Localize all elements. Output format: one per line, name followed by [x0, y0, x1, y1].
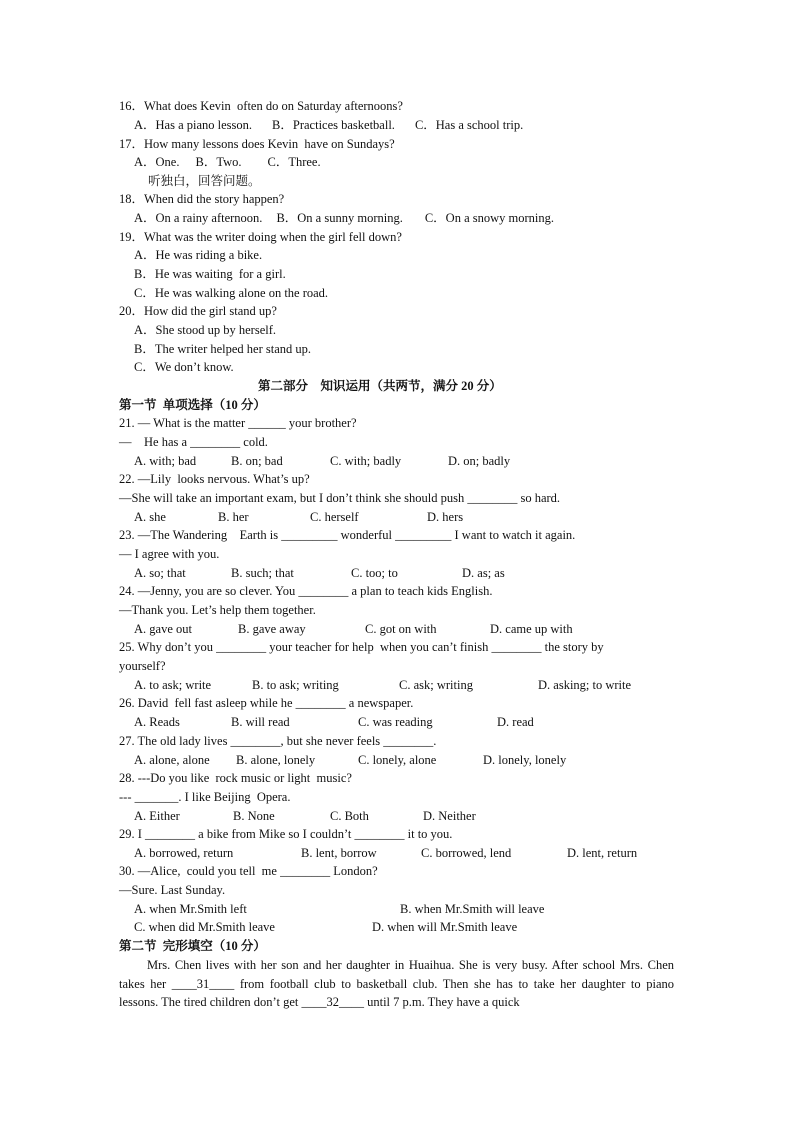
question-18: 18．When did the story happen? [119, 192, 285, 206]
q29-option-b: B. lent, borrow [301, 846, 377, 860]
q18-option-a: A．On a rainy afternoon. [134, 211, 263, 225]
q30-option-c: C. when did Mr.Smith leave [134, 920, 275, 934]
question-28: 28. ---Do you like rock music or light music? [119, 771, 352, 785]
q27-option-a: A. alone, alone [134, 753, 210, 767]
question-22: 22. —Lily looks nervous. What’s up? [119, 472, 310, 486]
question-21: 21. — What is the matter ______ your brother? [119, 416, 357, 430]
q22-option-b: B. her [218, 510, 249, 524]
q17-option-c: C．Three. [267, 155, 321, 169]
question-25: 25. Why don’t you ________ your teacher for help when you can’t finish ________ the story by [119, 640, 604, 654]
q21-option-d: D. on; badly [448, 454, 511, 468]
q19-option-b: B．He was waiting for a girl. [134, 267, 286, 281]
q18-option-b: B．On a sunny morning. [276, 211, 403, 225]
cloze-paragraph: Mrs. Chen lives with her son and her daughter in Huaihua. She is very busy. After school Mrs. Chen takes her ____31____ from football club to basketball club. Then she has to take her daughter to piano lessons. The tired children don’t get ____32____ until 7 p.m. They have a quick [119, 958, 674, 1010]
question-29: 29. I ________ a bike from Mike so I couldn’t ________ it to you. [119, 827, 453, 841]
q27-option-c: C. lonely, alone [358, 753, 437, 767]
monologue-instruction: 听独白，回答问题。 [148, 174, 261, 188]
q25-option-b: B. to ask; writing [252, 678, 339, 692]
q28-option-d: D. Neither [423, 809, 476, 823]
section2-title: 第二节 完形填空（10 分） [119, 939, 266, 953]
question-30-reply: —Sure. Last Sunday. [119, 883, 226, 897]
part2-title: 第二部分 知识运用（共两节，满分 20 分） [258, 379, 502, 393]
q23-option-c: C. too; to [351, 566, 398, 580]
q25-option-d: D. asking; to write [538, 678, 632, 692]
q18-option-c: C．On a snowy morning. [424, 211, 554, 225]
q20-option-a: A．She stood up by herself. [134, 323, 276, 337]
question-27: 27. The old lady lives ________, but she never feels ________. [119, 734, 437, 748]
question-22-reply: —She will take an important exam, but I don’t think she should push ________ so hard. [119, 491, 561, 505]
q22-option-d: D. hers [427, 510, 464, 524]
q17-option-a: A．One. [134, 155, 180, 169]
q22-option-c: C. herself [310, 510, 359, 524]
q24-option-b: B. gave away [238, 622, 306, 636]
q21-option-c: C. with; badly [330, 454, 402, 468]
q25-option-a: A. to ask; write [134, 678, 212, 692]
q26-option-c: C. was reading [358, 715, 433, 729]
q24-option-d: D. came up with [490, 622, 573, 636]
q28-option-b: B. None [233, 809, 275, 823]
question-28-reply: --- _______. I like Beijing Opera. [119, 790, 291, 804]
q24-option-a: A. gave out [134, 622, 192, 636]
q29-option-c: C. borrowed, lend [421, 846, 512, 860]
question-23-reply: — I agree with you. [119, 547, 220, 561]
q16-option-b: B．Practices basketball. [272, 118, 395, 132]
q23-option-b: B. such; that [231, 566, 294, 580]
q25-option-c: C. ask; writing [399, 678, 473, 692]
q26-option-b: B. will read [231, 715, 290, 729]
q21-option-b: B. on; bad [231, 454, 283, 468]
q29-option-a: A. borrowed, return [134, 846, 234, 860]
q30-option-d: D. when will Mr.Smith leave [372, 920, 518, 934]
q16-option-a: A．Has a piano lesson. [134, 118, 253, 132]
question-16: 16．What does Kevin often do on Saturday afternoons? [119, 99, 403, 113]
q18-options [134, 210, 554, 226]
q26-option-a: A. Reads [134, 715, 180, 729]
q24-option-c: C. got on with [365, 622, 437, 636]
q19-option-a: A．He was riding a bike. [134, 248, 263, 262]
q30-option-a: A. when Mr.Smith left [134, 902, 247, 916]
question-19: 19．What was the writer doing when the girl fell down? [119, 230, 402, 244]
q16-option-c: C．Has a school trip. [414, 118, 524, 132]
question-24-reply: —Thank you. Let’s help them together. [119, 603, 316, 617]
question-25-cont: yourself? [119, 659, 166, 673]
question-20: 20．How did the girl stand up? [119, 304, 277, 318]
q30-option-b: B. when Mr.Smith will leave [400, 902, 545, 916]
section1-title: 第一节 单项选择（10 分） [119, 398, 266, 412]
q27-option-d: D. lonely, lonely [483, 753, 567, 767]
q27-option-b: B. alone, lonely [236, 753, 316, 767]
q17-option-b: B．Two. [195, 155, 242, 169]
question-23: 23. —The Wandering Earth is _________ wonderful _________ I want to watch it again. [119, 528, 576, 542]
q26-option-d: D. read [497, 715, 534, 729]
q21-option-a: A. with; bad [134, 454, 197, 468]
q20-option-c: C．We don’t know. [134, 360, 234, 374]
q16-options [134, 117, 523, 133]
q23-option-a: A. so; that [134, 566, 186, 580]
q23-option-d: D. as; as [462, 566, 505, 580]
question-26: 26. David fell fast asleep while he ________ a newspaper. [119, 696, 414, 710]
q17-options [134, 154, 321, 170]
question-24: 24. —Jenny, you are so clever. You ________ a plan to teach kids English. [119, 584, 493, 598]
question-30: 30. —Alice, could you tell me ________ London? [119, 864, 378, 878]
q19-option-c: C．He was walking alone on the road. [134, 286, 329, 300]
q28-option-a: A. Either [134, 809, 180, 823]
q20-option-b: B．The writer helped her stand up. [134, 342, 312, 356]
q22-option-a: A. she [134, 510, 166, 524]
q28-option-c: C. Both [330, 809, 369, 823]
question-17: 17．How many lessons does Kevin have on Sundays? [119, 137, 395, 151]
question-21-reply: — He has a ________ cold. [119, 435, 268, 449]
q29-option-d: D. lent, return [567, 846, 638, 860]
